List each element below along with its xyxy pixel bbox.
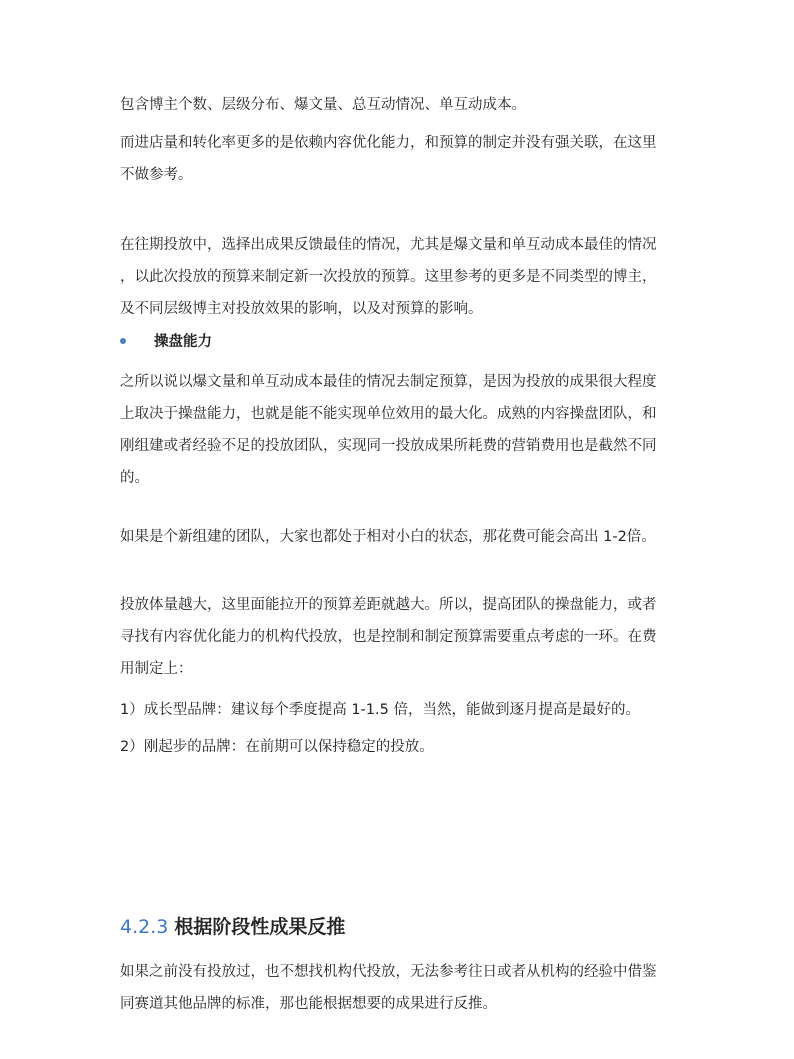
paragraph-scale-budget: [120, 589, 676, 685]
paragraph-operation-explanation: [120, 366, 676, 494]
text-line: 而进店量和转化率更多的是依赖内容优化能力，和预算的制定并没有强关联，在这里: [120, 135, 657, 151]
text-line: 及不同层级博主对投放效果的影响，以及对预算的影响。: [120, 301, 483, 317]
text-line: 如果之前没有投放过，也不想找机构代投放，无法参考往日或者从机构的经验中借鉴: [120, 964, 657, 980]
text-line: 包含博主个数、层级分布、爆文量、总互动情况、单互动成本。: [120, 97, 526, 113]
text-line: 用制定上：: [120, 661, 193, 677]
text-line: 之所以说以爆文量和单互动成本最佳的情况去制定预算，是因为投放的成果很大程度: [120, 374, 657, 390]
paragraph-past-campaigns: [120, 229, 676, 325]
section-title: 根据阶段性成果反推: [174, 916, 346, 938]
bullet-label: 操盘能力: [154, 334, 212, 350]
text-line: 刚组建或者经验不足的投放团队，实现同一投放成果所耗费的营销费用也是截然不同: [120, 438, 657, 454]
list-item-growth-brand: [120, 694, 676, 726]
text-line: 2）刚起步的品牌：在前期可以保持稳定的投放。: [120, 739, 434, 755]
text-line: 的。: [120, 470, 149, 486]
text-line: 1）成长型品牌：建议每个季度提高 1-1.5 倍，当然，能做到逐月提高是最好的。: [120, 702, 640, 718]
text-line: 上取决于操盘能力，也就是能不能实现单位效用的最大化。成熟的内容操盘团队，和: [120, 406, 657, 422]
list-item-starting-brand: [120, 731, 676, 763]
section-heading: [120, 910, 345, 944]
paragraph-reverse-planning: [120, 956, 676, 1020]
text-line: 投放体量越大，这里面能拉开的预算差距就越大。所以，提高团队的操盘能力，或者: [120, 597, 657, 613]
paragraph-new-team: [120, 521, 676, 553]
paragraph-conversion-note: [120, 127, 676, 191]
bullet-dot-icon: [120, 338, 126, 344]
text-line: 如果是个新组建的团队，大家也都处于相对小白的状态，那花费可能会高出 1-2倍。: [120, 529, 656, 545]
text-line: ，以此次投放的预算来制定新一次投放的预算。这里参考的更多是不同类型的博主，: [120, 269, 657, 285]
text-line: 在往期投放中，选择出成果反馈最佳的情况，尤其是爆文量和单互动成本最佳的情况: [120, 237, 657, 253]
paragraph-blogger-metrics: [120, 89, 676, 121]
text-line: 寻找有内容优化能力的机构代投放，也是控制和制定预算需要重点考虑的一环。在费: [120, 629, 657, 645]
text-line: 不做参考。: [120, 167, 193, 183]
section-number: 4.2.3: [120, 916, 169, 938]
text-line: 同赛道其他品牌的标准，那也能根据想要的成果进行反推。: [120, 996, 497, 1012]
